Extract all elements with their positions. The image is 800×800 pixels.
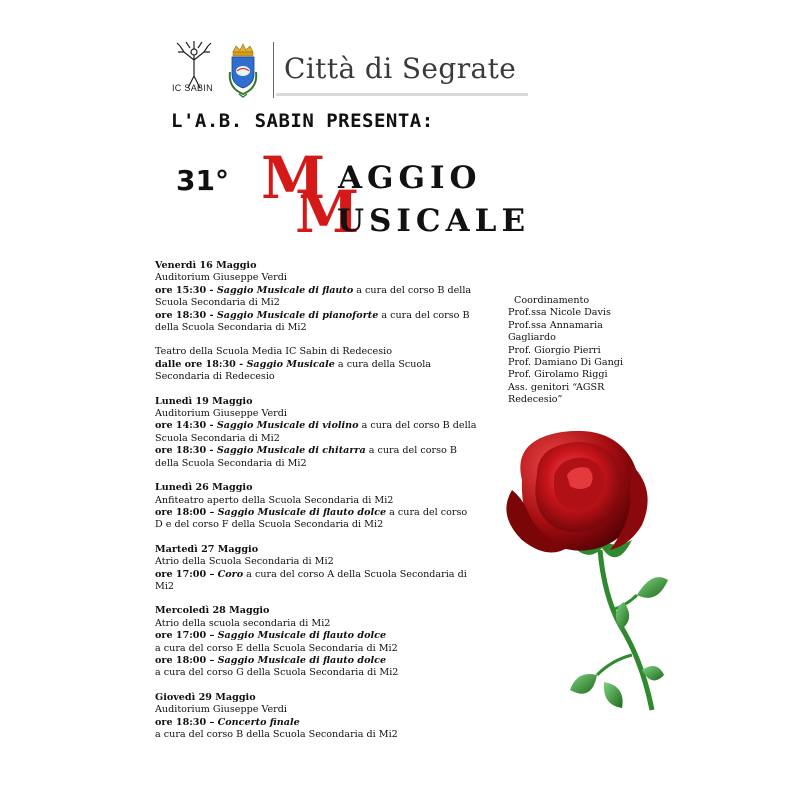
event-description: a cura del corso: [386, 506, 468, 518]
title-word-musicale: USICALE: [337, 203, 531, 239]
event-title: Saggio Musicale: [246, 358, 335, 370]
event-title: Saggio Musicale di flauto: [216, 284, 354, 296]
program-day-heading: Venerdì 16 Maggio: [155, 260, 257, 271]
event-description-continued: Scuola Secondaria di Mi2: [155, 297, 280, 309]
event-time: ore 15:30 -: [155, 284, 217, 296]
event-time: ore 18:00 –: [155, 506, 218, 518]
program-venue: Auditorium Giuseppe Verdi: [155, 704, 287, 716]
event-description-continued: Mi2: [155, 580, 174, 592]
event-time: ore 17:00 –: [155, 568, 218, 580]
event-title: Saggio Musicale di violino: [216, 420, 359, 432]
program-venue: Anfiteatro aperto della Scuola Secondaria di Mi2: [155, 494, 394, 506]
event-time: ore 18:30 –: [155, 716, 218, 728]
program-day-block: [155, 346, 481, 383]
program-event: [155, 630, 481, 642]
program-day-block: [155, 482, 481, 532]
event-description: a cura del corso B della: [358, 420, 477, 432]
coordination-member: Prof. Damiano Di Gangi: [508, 357, 624, 369]
event-description-continued: a cura del corso B della Scuola Secondaria di Mi2: [155, 729, 398, 740]
event-description: a cura della Scuola: [334, 358, 432, 370]
program-day-heading: Martedì 27 Maggio: [155, 543, 259, 555]
event-title: Saggio Musicale di flauto dolce: [217, 654, 387, 666]
program-venue: Atrio della scuola secondaria di Mi2: [155, 617, 331, 629]
event-time: ore 18:30 -: [155, 445, 217, 457]
coordination-member: Gagliardo: [508, 332, 556, 344]
program-schedule: [155, 260, 481, 741]
program-event: [155, 285, 481, 297]
coordination-member: Ass. genitori “AGSR: [508, 381, 605, 393]
header-divider: [273, 42, 274, 98]
event-description-continued: a cura del corso E della Scuola Secondaria di Mi2: [155, 642, 398, 654]
event-description: a cura del corso B della: [353, 284, 472, 296]
event-title: Concerto finale: [217, 716, 300, 728]
program-venue: Auditorium Giuseppe Verdi: [155, 272, 287, 284]
program-event: [155, 507, 481, 519]
program-day-block: [155, 396, 481, 470]
title-initial-musicale: M: [295, 178, 360, 246]
program-day-heading: Lunedì 26 Maggio: [155, 482, 253, 494]
event-description-continued: Secondaria di Redecesio: [155, 371, 275, 383]
program-day-block: [155, 260, 481, 334]
city-crest-coat-of-arms-icon: [226, 42, 260, 98]
event-description-continued: Scuola Secondaria di Mi2: [155, 432, 280, 444]
coordination-member: Redecesio”: [508, 394, 563, 406]
red-rose-icon: [492, 420, 672, 715]
event-description: a cura del corso B: [378, 309, 470, 321]
coordination-member: Prof.ssa Annamaria: [508, 319, 603, 331]
program-event: [155, 359, 481, 371]
event-title: Saggio Musicale di flauto dolce: [217, 506, 387, 518]
event-description: a cura del corso A della Scuola Secondaria di: [243, 568, 467, 580]
event-time: ore 18:00 –: [155, 654, 218, 666]
event-time: ore 18:30 -: [155, 309, 217, 321]
coordination-member: Prof. Giorgio Pierri: [508, 344, 601, 356]
event-title: Saggio Musicale di flauto dolce: [217, 630, 387, 642]
program-day-heading: Lunedì 19 Maggio: [155, 395, 253, 407]
program-event: [155, 569, 481, 581]
event-description-continued: della Scuola Secondaria di Mi2: [155, 322, 307, 334]
event-time: dalle ore 18:30 -: [155, 358, 247, 370]
event-description-continued: D e del corso F della Scuola Secondaria di Mi2: [155, 519, 384, 531]
event-description-continued: della Scuola Secondaria di Mi2: [155, 457, 307, 469]
coordination-member: Prof. Girolamo Riggi: [508, 369, 608, 381]
program-day-block: [155, 692, 481, 742]
program-day-heading: Giovedì 29 Maggio: [155, 691, 256, 703]
program-event: [155, 310, 481, 322]
edition-number: 31°: [176, 164, 229, 197]
school-logo-text: IC SABIN: [172, 83, 213, 93]
event-title: Saggio Musicale di pianoforte: [216, 309, 379, 321]
program-day-heading: Mercoledì 28 Maggio: [155, 605, 270, 617]
city-name-underline: [276, 93, 528, 96]
coordination-member: Prof.ssa Nicole Davis: [508, 307, 611, 319]
program-day-block: [155, 544, 481, 594]
event-time: ore 17:00 –: [155, 630, 218, 642]
title-word-maggio: AGGIO: [338, 160, 482, 196]
event-description-continued: a cura del corso G della Scuola Secondaria di Mi2: [155, 667, 399, 679]
program-venue: Auditorium Giuseppe Verdi: [155, 408, 287, 420]
event-time: ore 14:30 -: [155, 420, 217, 432]
program-event: [155, 445, 481, 457]
program-day-block: [155, 605, 481, 679]
program-event: [155, 655, 481, 667]
presenter-heading: L'A.B. SABIN PRESENTA:: [171, 110, 434, 132]
event-title: Coro: [217, 568, 244, 580]
program-venue: Teatro della Scuola Media IC Sabin di Redecesio: [155, 346, 392, 358]
event-description: a cura del corso B: [365, 445, 457, 457]
coordination-list: [508, 295, 648, 407]
event-title: Saggio Musicale di chitarra: [216, 445, 366, 457]
program-event: [155, 420, 481, 432]
program-venue: Atrio della Scuola Secondaria di Mi2: [155, 556, 334, 568]
title-initial-maggio: M: [261, 144, 326, 212]
coordination-heading: Coordinamento: [514, 295, 590, 306]
city-name: Città di Segrate: [284, 52, 517, 85]
program-event: [155, 717, 481, 729]
